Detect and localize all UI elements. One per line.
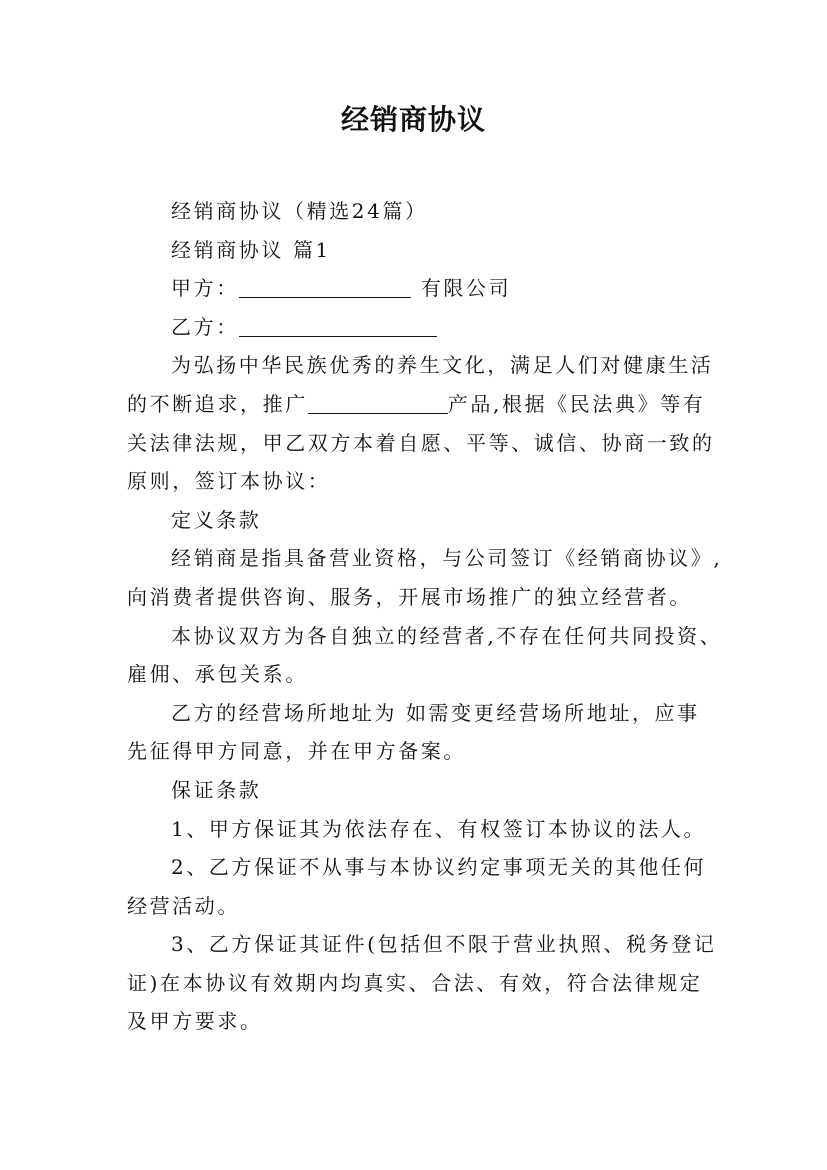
subtitle: 经销商协议（精选24篇） [171,199,428,223]
party-b-label: 乙方： [171,314,239,339]
definition-2-line-2: 雇佣、承包关系。 [127,662,308,687]
chapter-heading: 经销商协议 篇1 [171,237,331,262]
party-a-blank [239,273,411,298]
party-b-line [127,308,707,347]
guarantee-3-line-1: 3、乙方保证其证件(包括但不限于营业执照、税务登记 [171,932,717,957]
party-b-blank [239,312,437,337]
party-a-label: 甲方： [171,276,239,301]
guarantee-3-line-3: 及甲方要求。 [127,1009,263,1034]
definition-heading: 定义条款 [171,507,262,532]
preamble-line-2 [127,385,707,424]
document-body [127,192,723,1041]
preamble-line-2-start: 的不断追求，推广 [127,391,308,416]
product-blank [308,389,448,414]
guarantee-3-line-2: 证)在本协议有效期内均真实、合法、有效，符合法律规定 [127,970,703,995]
party-a-suffix: 有限公司 [420,276,512,301]
preamble-line-2-end: 产品,根据《民法典》等有 [447,391,706,416]
guarantee-2-line-2: 经营活动。 [127,893,240,918]
definition-1-line-1: 经销商是指具备营业资格，与公司签订《经销商协议》, [171,546,723,571]
guarantee-heading: 保证条款 [171,777,262,802]
definition-2-line-1: 本协议双方为各自独立的经营者,不存在任何共同投资、 [171,623,723,648]
preamble-line-4: 原则，签订本协议： [127,469,331,494]
party-a-line [127,269,707,308]
definition-1-line-2: 向消费者提供咨询、服务，开展市场推广的独立经营者。 [127,584,692,609]
document-title: 经销商协议 [340,103,486,136]
preamble-line-3: 关法律法规，甲乙双方本着自愿、平等、诚信、协商一致的 [127,430,715,455]
preamble-line-1: 为弘扬中华民族优秀的养生文化，满足人们对健康生活 [171,353,714,378]
definition-3-line-1: 乙方的经营场所地址为 如需变更经营场所地址，应事 [171,700,700,725]
guarantee-1: 1、甲方保证其为依法存在、有权签订本协议的法人。 [171,816,707,841]
definition-3-line-2: 先征得甲方同意，并在甲方备案。 [127,739,466,764]
guarantee-2-line-1: 2、乙方保证不从事与本协议约定事项无关的其他任何 [171,855,707,880]
